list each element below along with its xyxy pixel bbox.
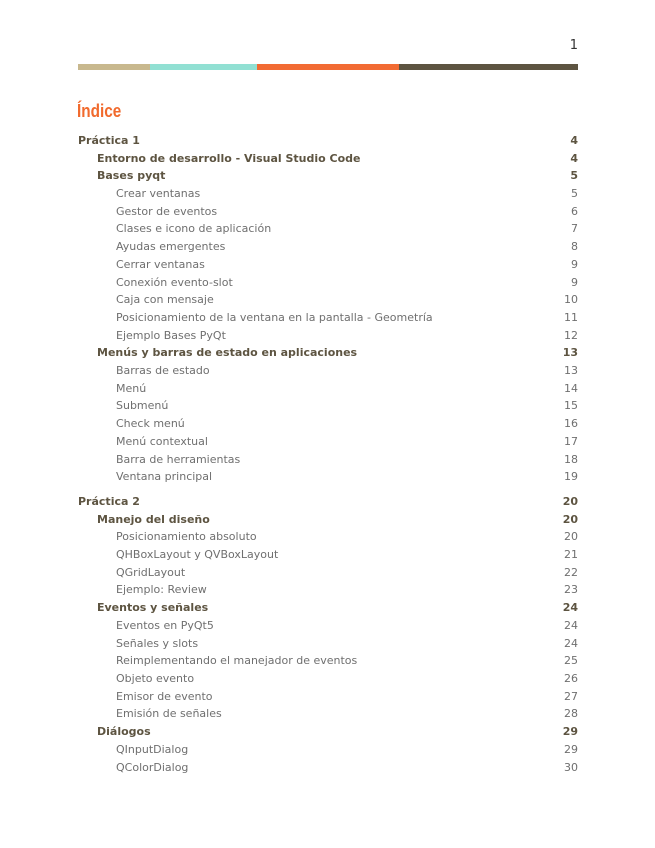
toc-entry[interactable]	[78, 203, 578, 219]
toc-entry-label: Clases e icono de aplicación	[116, 221, 272, 235]
toc-entry-label: Caja con mensaje	[116, 292, 214, 306]
toc-entry[interactable]	[78, 705, 578, 721]
toc-entry[interactable]	[78, 220, 578, 236]
toc-entry[interactable]	[78, 759, 578, 775]
toc-entry-label: QInputDialog	[116, 742, 189, 756]
toc-entry-label: Reimplementando el manejador de eventos	[116, 653, 358, 667]
toc-entry-page: 20	[562, 494, 578, 508]
toc-entry[interactable]	[78, 327, 578, 343]
toc-entry-page: 30	[564, 760, 578, 774]
toc-entry-page: 9	[571, 257, 578, 271]
toc-entry-page: 4	[570, 133, 578, 147]
toc-entry-page: 13	[564, 363, 578, 377]
toc-entry-label: Menús y barras de estado en aplicaciones	[97, 345, 358, 359]
toc-entry[interactable]	[78, 433, 578, 449]
toc-entry-page: 11	[564, 310, 578, 324]
toc-entry[interactable]	[78, 256, 578, 272]
toc-entry-page: 28	[564, 706, 578, 720]
toc-entry-page: 13	[562, 345, 578, 359]
toc-entry-label: Posicionamiento de la ventana en la pantalla - Geometría	[116, 310, 433, 324]
toc-entry-page: 15	[564, 398, 578, 412]
toc-entry-label: Submenú	[116, 398, 169, 412]
toc-entry-label: Menú contextual	[116, 434, 208, 448]
page-number: 1	[569, 38, 578, 53]
color-bar-segment-brown	[399, 64, 578, 70]
color-bar-segment-aqua	[150, 64, 257, 70]
toc-entry-page: 10	[564, 292, 578, 306]
toc-entry[interactable]	[78, 344, 578, 360]
toc-entry-page: 7	[571, 221, 578, 235]
toc-entry[interactable]	[78, 546, 578, 562]
toc-entry-label: Diálogos	[97, 724, 151, 738]
toc-entry-page: 8	[571, 239, 578, 253]
toc-entry-page: 24	[564, 636, 578, 650]
toc-entry[interactable]	[78, 670, 578, 686]
toc-entry-page: 4	[570, 151, 578, 165]
toc-entry[interactable]	[78, 599, 578, 615]
toc-entry-label: Ayudas emergentes	[116, 239, 226, 253]
toc-entry[interactable]	[78, 723, 578, 739]
toc-entry[interactable]	[78, 167, 578, 183]
toc-entry-label: Gestor de eventos	[116, 204, 218, 218]
toc-entry-label: Ejemplo Bases PyQt	[116, 328, 226, 342]
toc-entry[interactable]	[78, 415, 578, 431]
toc-entry-label: Señales y slots	[116, 636, 199, 650]
toc-entry-page: 20	[562, 512, 578, 526]
toc-entry-label: Práctica 1	[78, 133, 140, 147]
toc-entry-label: QColorDialog	[116, 760, 189, 774]
toc-entry[interactable]	[78, 528, 578, 544]
toc-entry-label: Menú	[116, 381, 147, 395]
toc-entry-page: 25	[564, 653, 578, 667]
toc-entry-page: 24	[562, 600, 578, 614]
toc-entry-page: 5	[570, 168, 578, 182]
toc-entry-page: 6	[571, 204, 578, 218]
toc-entry[interactable]	[78, 468, 578, 484]
toc-entry[interactable]	[78, 635, 578, 651]
toc-entry[interactable]	[78, 741, 578, 757]
toc-entry-label: QHBoxLayout y QVBoxLayout	[116, 547, 279, 561]
toc-entry-label: Práctica 2	[78, 494, 140, 508]
toc-entry-label: Ejemplo: Review	[116, 582, 207, 596]
toc-entry-page: 9	[571, 275, 578, 289]
toc-entry[interactable]	[78, 238, 578, 254]
toc-entry-label: Emisión de señales	[116, 706, 222, 720]
toc-entry-label: Cerrar ventanas	[116, 257, 205, 271]
header-color-bar	[78, 64, 578, 70]
toc-entry[interactable]	[78, 185, 578, 201]
toc-entry-page: 18	[564, 452, 578, 466]
toc-entry[interactable]	[78, 309, 578, 325]
toc-entry-page: 24	[564, 618, 578, 632]
toc-entry-label: Bases pyqt	[97, 168, 166, 182]
toc-entry-page: 29	[562, 724, 578, 738]
toc-entry-page: 23	[564, 582, 578, 596]
toc-entry-label: Ventana principal	[116, 469, 213, 483]
toc-entry-label: Barra de herramientas	[116, 452, 241, 466]
toc-entry-page: 22	[564, 565, 578, 579]
toc-entry-label: Conexión evento-slot	[116, 275, 233, 289]
toc-entry-page: 16	[564, 416, 578, 430]
toc-entry-label: Objeto evento	[116, 671, 195, 685]
toc-entry-label: Check menú	[116, 416, 185, 430]
toc-entry-label: Crear ventanas	[116, 186, 201, 200]
toc-entry[interactable]	[78, 380, 578, 396]
toc-entry[interactable]	[78, 132, 578, 148]
toc-entry-page: 5	[571, 186, 578, 200]
toc-entry-page: 14	[564, 381, 578, 395]
toc-entry-page: 27	[564, 689, 578, 703]
toc-entry[interactable]	[78, 564, 578, 580]
toc-entry[interactable]	[78, 291, 578, 307]
toc-entry-page: 17	[564, 434, 578, 448]
toc-entry-page: 20	[564, 529, 578, 543]
toc-entry[interactable]	[78, 150, 578, 166]
toc-entry[interactable]	[78, 493, 578, 509]
toc-entry[interactable]	[78, 274, 578, 290]
toc-entry-page: 19	[564, 469, 578, 483]
toc-entry-page: 21	[564, 547, 578, 561]
toc-title: Índice	[77, 101, 122, 121]
toc-entry[interactable]	[78, 581, 578, 597]
toc-entry-page: 12	[564, 328, 578, 342]
toc-entry[interactable]	[78, 451, 578, 467]
toc-entry-label: Manejo del diseño	[97, 512, 210, 526]
color-bar-segment-tan	[78, 64, 150, 70]
toc-entry-label: Emisor de evento	[116, 689, 213, 703]
toc-entry[interactable]	[78, 511, 578, 527]
toc-entry[interactable]	[78, 397, 578, 413]
toc-entry-page: 26	[564, 671, 578, 685]
toc-entry[interactable]	[78, 617, 578, 633]
color-bar-segment-orange	[257, 64, 399, 70]
toc-entry[interactable]	[78, 688, 578, 704]
toc-entry-label: Eventos y señales	[97, 600, 209, 614]
toc-entry-label: QGridLayout	[116, 565, 186, 579]
toc-entry-label: Posicionamiento absoluto	[116, 529, 257, 543]
toc-entry[interactable]	[78, 362, 578, 378]
toc-entry-label: Barras de estado	[116, 363, 210, 377]
toc-entry-label: Entorno de desarrollo - Visual Studio Code	[97, 151, 361, 165]
toc-entry-page: 29	[564, 742, 578, 756]
toc-entry-label: Eventos en PyQt5	[116, 618, 214, 632]
toc-entry[interactable]	[78, 652, 578, 668]
